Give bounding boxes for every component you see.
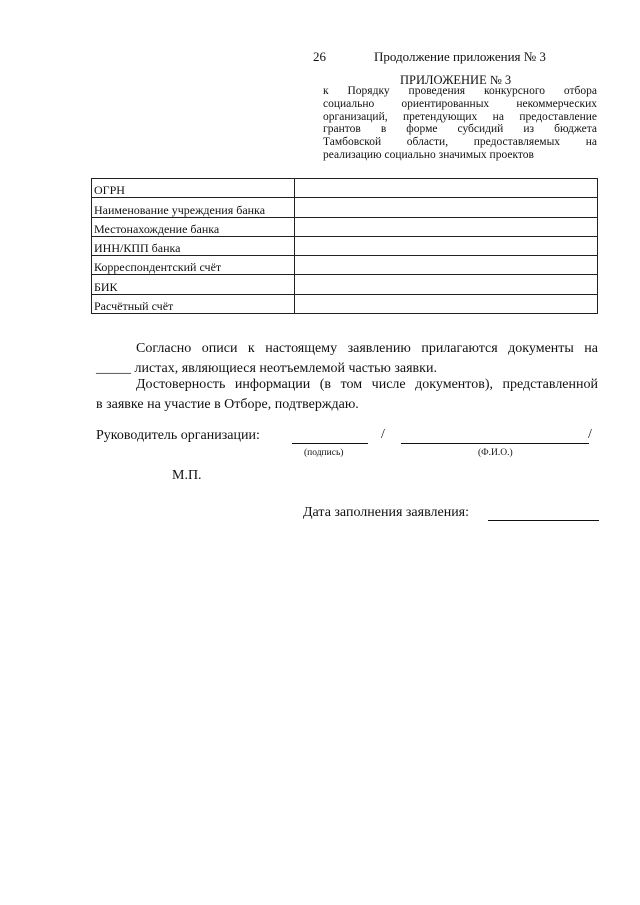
attachments-paragraph <box>96 339 598 379</box>
head-of-organization-label: Руководитель организации: <box>96 428 260 443</box>
table-row <box>92 294 598 313</box>
row-value-inn-kpp[interactable] <box>295 236 598 255</box>
signature-caption: (подпись) <box>304 448 344 458</box>
table-row <box>92 256 598 275</box>
appendix-title: ПРИЛОЖЕНИЕ № 3 <box>400 73 512 87</box>
separator-slash: / <box>588 427 592 442</box>
row-value-settlement-account[interactable] <box>295 294 598 313</box>
appendix-line: социально ориентированных некоммерческих <box>323 97 597 110</box>
table-row <box>92 198 598 217</box>
appendix-line: к Порядку проведения конкурсного отбора <box>323 85 597 97</box>
row-value-ogrn[interactable] <box>295 179 598 198</box>
paragraph-line: в заявке на участие в Отборе, подтверждаю. <box>96 397 359 412</box>
row-value-bank-name[interactable] <box>295 198 598 217</box>
row-label-bank-location: Местонахождение банка <box>92 217 295 236</box>
fill-date-label: Дата заполнения заявления: <box>303 505 470 520</box>
row-value-bik[interactable] <box>295 275 598 294</box>
table-row <box>92 179 598 198</box>
appendix-line: Тамбовской области, предоставляемых на <box>323 136 597 149</box>
row-label-corr-account: Корреспондентский счёт <box>92 256 295 275</box>
row-value-bank-location[interactable] <box>295 217 598 236</box>
row-label-inn-kpp: ИНН/КПП банка <box>92 236 295 255</box>
separator-slash: / <box>381 427 385 442</box>
reliability-paragraph <box>96 375 598 415</box>
row-value-corr-account[interactable] <box>295 256 598 275</box>
paragraph-line: _____ листах, являющиеся неотъемлемой частью заявки. <box>96 361 437 376</box>
row-label-settlement-account: Расчётный счёт <box>92 294 295 313</box>
row-label-bank-name: Наименование учреждения банка <box>92 198 295 217</box>
appendix-line: грантов в форме субсидий из бюджета <box>323 123 597 136</box>
table-row <box>92 236 598 255</box>
continuation-header: Продолжение приложения № 3 <box>374 49 546 64</box>
paragraph-line: Достоверность информации (в том числе документов), представленной <box>136 377 598 392</box>
appendix-line: организаций, претендующих на предоставление <box>323 110 597 123</box>
fio-field[interactable] <box>401 443 589 444</box>
appendix-line: реализацию социально значимых проектов <box>323 148 534 161</box>
row-label-bik: БИК <box>92 275 295 294</box>
stamp-place-label: М.П. <box>172 468 202 483</box>
fio-caption: (Ф.И.О.) <box>478 448 513 458</box>
page-number: 26 <box>313 49 326 64</box>
signature-field[interactable] <box>292 443 368 444</box>
paragraph-line: Согласно описи к настоящему заявлению прилагаются документы на <box>136 341 598 356</box>
appendix-description <box>323 85 597 162</box>
fill-date-field[interactable] <box>488 520 599 521</box>
table-row <box>92 275 598 294</box>
bank-details-table <box>91 178 598 314</box>
row-label-ogrn: ОГРН <box>92 179 295 198</box>
table-row <box>92 217 598 236</box>
